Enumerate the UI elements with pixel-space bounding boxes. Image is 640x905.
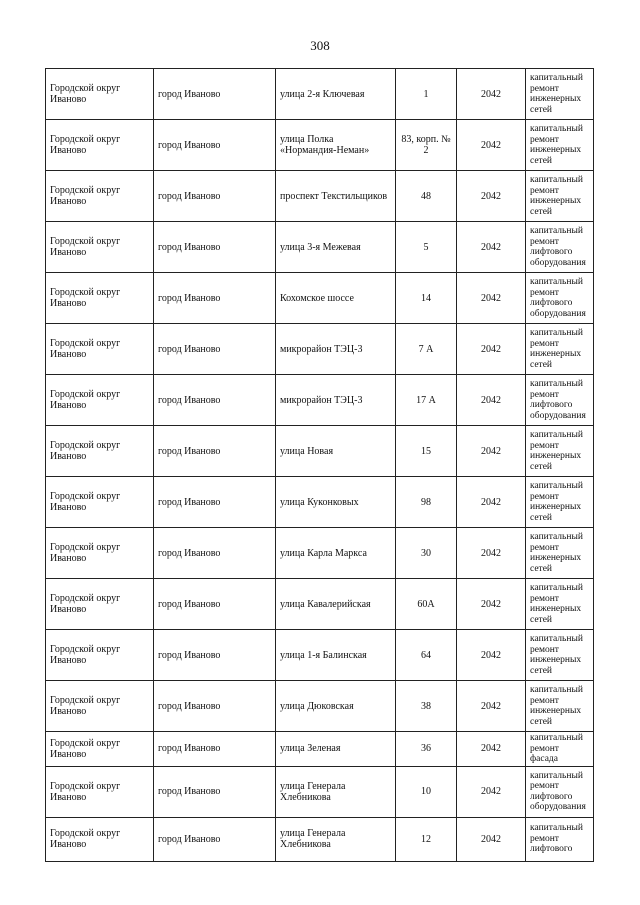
cell-city: город Иваново xyxy=(154,120,276,171)
cell-city: город Иваново xyxy=(154,732,276,767)
cell-street: улица 1-я Балинская xyxy=(276,630,396,681)
table-row xyxy=(46,477,594,528)
cell-street: микрорайон ТЭЦ-3 xyxy=(276,375,396,426)
housing-repair-table xyxy=(45,68,594,862)
table-row xyxy=(46,120,594,171)
cell-house: 12 xyxy=(396,817,457,861)
cell-okrug: Городской округ Иваново xyxy=(46,477,154,528)
cell-street: улица 3-я Межевая xyxy=(276,222,396,273)
cell-city: город Иваново xyxy=(154,426,276,477)
cell-house: 14 xyxy=(396,273,457,324)
cell-city: город Иваново xyxy=(154,171,276,222)
cell-street: улица Кавалерийская xyxy=(276,579,396,630)
cell-year: 2042 xyxy=(457,477,526,528)
cell-city: город Иваново xyxy=(154,579,276,630)
table-row xyxy=(46,324,594,375)
table-row xyxy=(46,766,594,817)
cell-work-type: капитальный ремонт инженерных сетей xyxy=(526,69,594,120)
cell-year: 2042 xyxy=(457,69,526,120)
table-row xyxy=(46,681,594,732)
cell-city: город Иваново xyxy=(154,817,276,861)
cell-year: 2042 xyxy=(457,426,526,477)
cell-okrug: Городской округ Иваново xyxy=(46,426,154,477)
cell-work-type: капитальный ремонт лифтового оборудования xyxy=(526,375,594,426)
cell-house: 5 xyxy=(396,222,457,273)
cell-work-type: капитальный ремонт инженерных сетей xyxy=(526,120,594,171)
cell-year: 2042 xyxy=(457,528,526,579)
cell-okrug: Городской округ Иваново xyxy=(46,273,154,324)
cell-year: 2042 xyxy=(457,681,526,732)
cell-city: город Иваново xyxy=(154,630,276,681)
cell-work-type: капитальный ремонт лифтового оборудования xyxy=(526,766,594,817)
cell-house: 48 xyxy=(396,171,457,222)
cell-street: улица Генерала Хлебникова xyxy=(276,766,396,817)
cell-year: 2042 xyxy=(457,375,526,426)
cell-house: 15 xyxy=(396,426,457,477)
cell-street: Кохомское шоссе xyxy=(276,273,396,324)
cell-house: 7 А xyxy=(396,324,457,375)
table-row xyxy=(46,579,594,630)
cell-year: 2042 xyxy=(457,579,526,630)
cell-year: 2042 xyxy=(457,732,526,767)
cell-okrug: Городской округ Иваново xyxy=(46,766,154,817)
cell-work-type: капитальный ремонт инженерных сетей xyxy=(526,630,594,681)
cell-city: город Иваново xyxy=(154,681,276,732)
cell-street: проспект Текстильщиков xyxy=(276,171,396,222)
cell-year: 2042 xyxy=(457,273,526,324)
cell-city: город Иваново xyxy=(154,273,276,324)
cell-okrug: Городской округ Иваново xyxy=(46,375,154,426)
table-row xyxy=(46,630,594,681)
cell-street: улица 2-я Ключевая xyxy=(276,69,396,120)
cell-year: 2042 xyxy=(457,324,526,375)
cell-street: улица Генерала Хлебникова xyxy=(276,817,396,861)
cell-work-type: капитальный ремонт инженерных сетей xyxy=(526,426,594,477)
cell-okrug: Городской округ Иваново xyxy=(46,681,154,732)
table-row xyxy=(46,273,594,324)
cell-house: 17 А xyxy=(396,375,457,426)
cell-work-type: капитальный ремонт инженерных сетей xyxy=(526,681,594,732)
cell-street: улица Полка «Нормандия-Неман» xyxy=(276,120,396,171)
cell-okrug: Городской округ Иваново xyxy=(46,69,154,120)
cell-street: улица Куконковых xyxy=(276,477,396,528)
cell-okrug: Городской округ Иваново xyxy=(46,732,154,767)
cell-year: 2042 xyxy=(457,222,526,273)
cell-street: улица Карла Маркса xyxy=(276,528,396,579)
table-row xyxy=(46,732,594,767)
cell-okrug: Городской округ Иваново xyxy=(46,630,154,681)
cell-house: 10 xyxy=(396,766,457,817)
cell-house: 38 xyxy=(396,681,457,732)
cell-year: 2042 xyxy=(457,171,526,222)
cell-okrug: Городской округ Иваново xyxy=(46,579,154,630)
cell-year: 2042 xyxy=(457,120,526,171)
cell-house: 30 xyxy=(396,528,457,579)
cell-year: 2042 xyxy=(457,630,526,681)
cell-work-type: капитальный ремонт лифтового xyxy=(526,817,594,861)
table-row xyxy=(46,375,594,426)
cell-work-type: капитальный ремонт инженерных сетей xyxy=(526,477,594,528)
cell-work-type: капитальный ремонт инженерных сетей xyxy=(526,579,594,630)
cell-house: 1 xyxy=(396,69,457,120)
cell-okrug: Городской округ Иваново xyxy=(46,171,154,222)
cell-city: город Иваново xyxy=(154,69,276,120)
table-row xyxy=(46,69,594,120)
cell-city: город Иваново xyxy=(154,528,276,579)
cell-house: 36 xyxy=(396,732,457,767)
cell-year: 2042 xyxy=(457,817,526,861)
cell-city: город Иваново xyxy=(154,477,276,528)
cell-house: 83, корп. № 2 xyxy=(396,120,457,171)
cell-okrug: Городской округ Иваново xyxy=(46,528,154,579)
cell-okrug: Городской округ Иваново xyxy=(46,120,154,171)
cell-street: улица Зеленая xyxy=(276,732,396,767)
cell-city: город Иваново xyxy=(154,766,276,817)
cell-house: 60А xyxy=(396,579,457,630)
cell-work-type: капитальный ремонт инженерных сетей xyxy=(526,324,594,375)
cell-okrug: Городской округ Иваново xyxy=(46,817,154,861)
cell-city: город Иваново xyxy=(154,375,276,426)
cell-work-type: капитальный ремонт лифтового оборудования xyxy=(526,273,594,324)
cell-street: улица Дюковская xyxy=(276,681,396,732)
cell-street: улица Новая xyxy=(276,426,396,477)
cell-okrug: Городской округ Иваново xyxy=(46,324,154,375)
table-row xyxy=(46,426,594,477)
table-row xyxy=(46,817,594,861)
table-row xyxy=(46,528,594,579)
page-number: 308 xyxy=(310,38,330,53)
cell-work-type: капитальный ремонт инженерных сетей xyxy=(526,171,594,222)
cell-year: 2042 xyxy=(457,766,526,817)
cell-work-type: капитальный ремонт инженерных сетей xyxy=(526,528,594,579)
cell-city: город Иваново xyxy=(154,222,276,273)
table-row xyxy=(46,222,594,273)
table-row xyxy=(46,171,594,222)
cell-house: 64 xyxy=(396,630,457,681)
cell-city: город Иваново xyxy=(154,324,276,375)
cell-work-type: капитальный ремонт фасада xyxy=(526,732,594,767)
cell-street: микрорайон ТЭЦ-3 xyxy=(276,324,396,375)
cell-work-type: капитальный ремонт лифтового оборудования xyxy=(526,222,594,273)
cell-house: 98 xyxy=(396,477,457,528)
cell-okrug: Городской округ Иваново xyxy=(46,222,154,273)
